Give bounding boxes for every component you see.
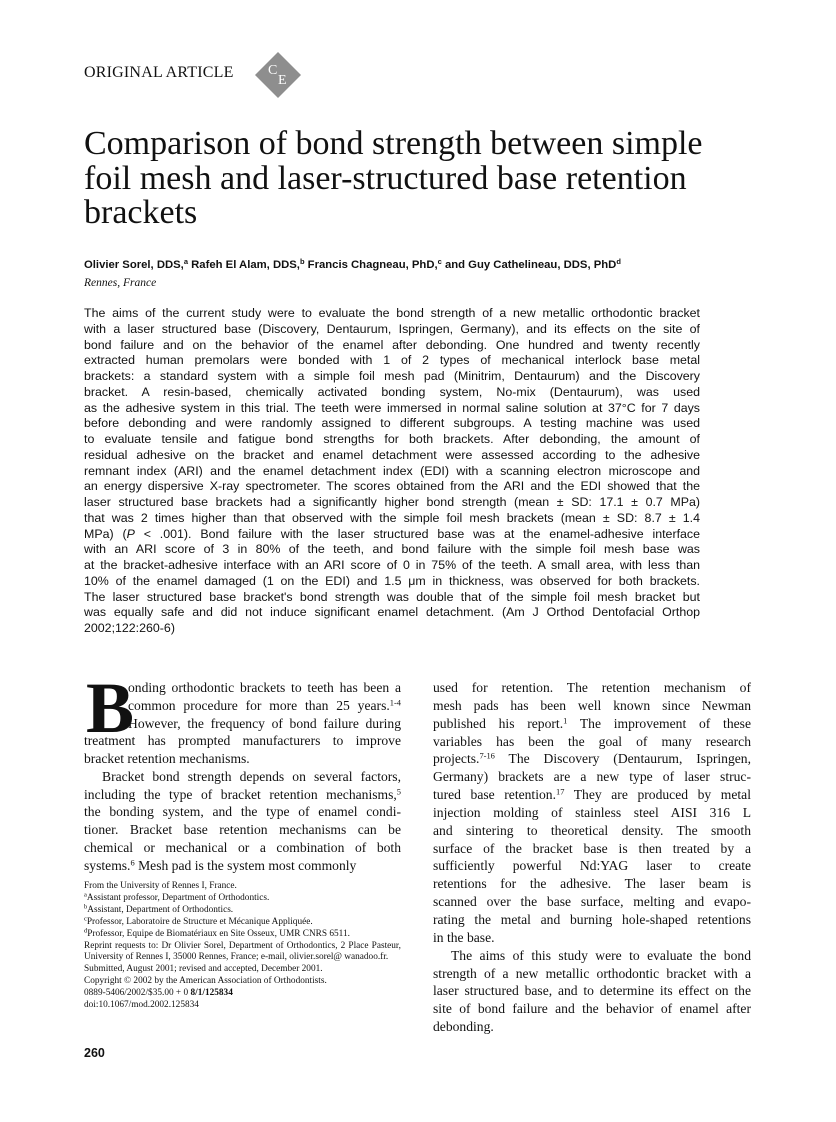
footnote bbox=[84, 964, 401, 976]
text-run: systems. bbox=[84, 857, 131, 873]
text-line bbox=[433, 893, 751, 911]
text-run: common procedure for more than 25 years. bbox=[128, 697, 390, 713]
superscript-ref: b bbox=[299, 256, 305, 266]
text-run: before debonding and were randomly assigned to different subgroups. A testing machine was used bbox=[84, 416, 700, 431]
superscript-ref: d bbox=[84, 927, 88, 935]
text-line bbox=[84, 479, 700, 495]
text-line bbox=[433, 804, 751, 822]
superscript-ref: a bbox=[84, 891, 87, 899]
text-run: rating the metal and burning hole-shaped retentions bbox=[433, 911, 751, 927]
text-line bbox=[433, 822, 751, 840]
text-run: the bonding system, and the type of enamel condi- bbox=[84, 804, 401, 820]
text-line bbox=[84, 322, 700, 338]
text-run: However, the frequency of bond failure during bbox=[128, 715, 401, 731]
text-line bbox=[433, 857, 751, 875]
text-run: Germany) brackets are a new type of laser struc- bbox=[433, 769, 751, 785]
text-run: variables has been the goal of many research bbox=[433, 733, 751, 749]
footnote bbox=[84, 988, 401, 1000]
footnotes bbox=[84, 881, 401, 1012]
title-line: foil mesh and laser-structured base retention bbox=[84, 159, 687, 197]
text-run: scanned over the base surface, melting and evapo- bbox=[433, 894, 751, 910]
text-line bbox=[433, 715, 751, 733]
text-run: was equally safe and did not induce significant enamel detachment. (Am J Orthod Dentofacial Orthop bbox=[84, 605, 700, 620]
text-line bbox=[84, 857, 401, 875]
text-line bbox=[433, 679, 751, 697]
text-run: site of bond failure and the behavior of enamel after bbox=[433, 1001, 751, 1017]
text-line bbox=[84, 590, 700, 606]
text-line bbox=[433, 733, 751, 751]
text-run: and Guy Cathelineau, DDS, PhD bbox=[441, 259, 617, 271]
superscript-ref: c bbox=[437, 256, 442, 266]
text-line bbox=[84, 527, 700, 543]
author-list bbox=[84, 256, 621, 271]
text-run: The Discovery (Dentaurum, Ispringen, bbox=[494, 751, 751, 767]
text-run: chemical or mechanical or a combination of both bbox=[84, 839, 401, 855]
text-run: 0889-5406/2002/$35.00 + 0 bbox=[84, 988, 191, 999]
superscript-ref: b bbox=[84, 903, 88, 911]
text-run: Submitted, August 2001; revised and accepted, December 2001. bbox=[84, 964, 323, 975]
abstract bbox=[84, 306, 700, 637]
author-location: Rennes, France bbox=[84, 277, 157, 289]
text-line bbox=[84, 558, 700, 574]
text-run: residual adhesive on the bracket and enamel detachment were assessed according to the adhesive bbox=[84, 447, 700, 462]
superscript-ref: 6 bbox=[130, 856, 135, 867]
text-run: that was 2 times higher than that observed with the simple foil mesh brackets (mean ± SD: 8.7 ± 1.4 bbox=[84, 510, 700, 525]
text-line bbox=[84, 495, 700, 511]
text-line bbox=[84, 511, 700, 527]
text-run: Rafeh El Alam, DDS, bbox=[188, 259, 300, 271]
text-line bbox=[84, 786, 401, 804]
text-line bbox=[84, 574, 700, 590]
text-line bbox=[84, 821, 401, 839]
text-line bbox=[84, 338, 700, 354]
continuing-education-badge-icon bbox=[255, 52, 301, 98]
text-run: bracket. A resin-based, chemically activated bonding system, No-mix (Dentaurum), was used bbox=[84, 384, 700, 399]
text-run: at the bracket-adhesive interface with an ARI score of 0 in 75% of the teeth. A small area, with less than bbox=[84, 558, 700, 572]
body-column-left bbox=[84, 679, 401, 874]
text-run: with a laser structured base (Discovery, Dentaurum, Ispringen, Germany), and its effects on the site of bbox=[84, 321, 700, 336]
text-run: 8/1/125834 bbox=[190, 988, 233, 999]
text-line bbox=[84, 416, 700, 432]
text-line bbox=[433, 965, 751, 983]
text-line bbox=[433, 786, 751, 804]
text-line bbox=[433, 1000, 751, 1018]
text-line bbox=[84, 542, 700, 558]
text-line bbox=[84, 750, 401, 768]
text-line bbox=[84, 621, 700, 637]
text-run: Assistant, Department of Orthodontics. bbox=[87, 904, 234, 915]
text-run: Copyright © 2002 by the American Association of Orthodontists. bbox=[84, 976, 327, 987]
text-run: Olivier Sorel, DDS, bbox=[84, 259, 184, 271]
text-run: published his report. bbox=[433, 715, 564, 731]
text-line bbox=[84, 839, 401, 857]
superscript-ref: 1-4 bbox=[389, 697, 401, 708]
text-line bbox=[433, 911, 751, 929]
text-run: doi:10.1067/mod.2002.125834 bbox=[84, 1000, 199, 1011]
text-line bbox=[433, 768, 751, 786]
superscript-ref: 17 bbox=[555, 786, 565, 797]
text-line bbox=[433, 697, 751, 715]
text-line bbox=[84, 432, 700, 448]
text-run: bracket retention mechanisms. bbox=[84, 751, 250, 766]
text-run: laser structured base, and to determine its effect on the bbox=[433, 983, 751, 999]
text-line bbox=[84, 697, 401, 715]
svg-text:C: C bbox=[268, 63, 278, 78]
text-run: 10% of the enamel damaged (1 on the EDI) and 1.5 μm in thickness, was observed for both brackets. bbox=[84, 573, 700, 588]
text-line bbox=[84, 401, 700, 417]
text-run: an energy dispersive X-ray spectrometer. The scores obtained from the ARI and the EDI showed that the bbox=[84, 479, 700, 494]
text-run: MPa) ( bbox=[84, 526, 127, 541]
text-line bbox=[433, 982, 751, 1000]
text-run: The aims of the current study were to evaluate the bond strength of a new metallic orthodontic bracket bbox=[84, 306, 700, 320]
article-type-label: ORIGINAL ARTICLE bbox=[84, 64, 234, 81]
body-column-right bbox=[433, 679, 751, 1036]
text-run: laser structured base brackets had a significantly higher bond strength (mean ± SD: 17.1 ± 0.7 MPa) bbox=[84, 495, 700, 509]
text-run: treatment has prompted manufacturers to improve bbox=[84, 733, 401, 749]
text-run: P bbox=[126, 526, 135, 541]
footnote bbox=[84, 941, 401, 965]
text-run: with an ARI score of 3 in 80% of the teeth, and bond failure with the simple foil mesh base was bbox=[84, 542, 700, 557]
text-line bbox=[84, 605, 700, 621]
text-run: bond failure and on the behavior of the enamel after debonding. One hundred and twenty recently bbox=[84, 337, 700, 352]
text-line bbox=[84, 715, 401, 733]
text-run: tured base retention. bbox=[433, 787, 556, 803]
text-run: The improvement of these bbox=[567, 715, 751, 731]
text-line bbox=[84, 369, 700, 385]
text-run: They are produced by metal bbox=[564, 787, 751, 803]
text-run: injection molding of stainless steel AISI 316 L bbox=[433, 804, 751, 820]
text-run: Assistant professor, Department of Orthodontics. bbox=[86, 892, 270, 903]
text-run: to evaluate tensile and fatigue bond strengths for both brackets. After debonding, the amount of bbox=[84, 432, 700, 446]
superscript-ref: 5 bbox=[396, 785, 401, 796]
text-run: Mesh pad is the system most commonly bbox=[134, 857, 357, 873]
text-run: in the base. bbox=[433, 929, 495, 945]
footnote bbox=[84, 905, 401, 917]
text-line bbox=[433, 929, 751, 947]
text-line bbox=[84, 732, 401, 750]
text-run: retentions for the adhesive. The laser beam is bbox=[433, 876, 751, 892]
text-run: onding orthodontic brackets to teeth has been a bbox=[128, 680, 401, 695]
text-line bbox=[433, 947, 751, 965]
text-line bbox=[84, 385, 700, 401]
drop-cap: B bbox=[86, 668, 135, 748]
text-run: Reprint requests to: Dr Olivier Sorel, Department of Orthodontics, 2 Place Pasteur, University of Rennes I, 35000 Rennes, France; e-mail, olivier.sorel@ wanadoo.fr. bbox=[84, 940, 401, 963]
text-run: strength of a new metallic orthodontic bracket with a bbox=[433, 965, 751, 981]
text-run: including the type of bracket retention mechanisms, bbox=[84, 786, 397, 802]
text-run: Professor, Laboratoire de Structure et Mécanique Appliquée. bbox=[86, 916, 313, 927]
text-run: used for retention. The retention mechanism of bbox=[433, 680, 751, 695]
text-run: Bracket bond strength depends on several factors, bbox=[102, 768, 401, 784]
text-line bbox=[84, 353, 700, 369]
superscript-ref: d bbox=[616, 256, 621, 266]
text-run: remnant index (ARI) and the enamel detachment index (EDI) with a scanning electron microscope and bbox=[84, 463, 700, 478]
footnote bbox=[84, 1000, 401, 1012]
superscript-ref: 1 bbox=[563, 715, 568, 726]
footnote bbox=[84, 893, 401, 905]
text-run: projects. bbox=[433, 751, 480, 767]
text-line bbox=[84, 464, 700, 480]
text-run: sufficiently powerful Nd:YAG laser to create bbox=[433, 858, 751, 874]
text-line bbox=[84, 679, 401, 697]
text-line bbox=[84, 803, 401, 821]
text-line bbox=[433, 875, 751, 893]
text-line bbox=[84, 768, 401, 786]
svg-text:E: E bbox=[278, 73, 287, 88]
footnote bbox=[84, 917, 401, 929]
text-run: The laser structured base bracket's bond strength was double that of the simple foil mesh bracket but bbox=[84, 589, 700, 604]
superscript-ref: 7-16 bbox=[479, 750, 495, 761]
text-run: as the adhesive system in this trial. The teeth were immersed in normal saline solution at 37°C for 7 days bbox=[84, 400, 700, 415]
text-run: From the University of Rennes I, France. bbox=[84, 881, 237, 891]
title-line: Comparison of bond strength between simple bbox=[84, 125, 703, 162]
text-run: The aims of this study were to evaluate the bond bbox=[451, 947, 751, 963]
text-run: 2002;122:260-6) bbox=[84, 621, 175, 635]
title-line: brackets bbox=[84, 194, 198, 231]
text-run: Professor, Equipe de Biomatériaux en Site Osseux, UMR CNRS 6511. bbox=[87, 928, 350, 939]
superscript-ref: c bbox=[84, 915, 87, 923]
text-run: and sintering to theoretical density. The smooth bbox=[433, 822, 751, 838]
text-run: tioner. Bracket base retention mechanisms can be bbox=[84, 822, 401, 837]
footnote bbox=[84, 976, 401, 988]
page-number: 260 bbox=[84, 1046, 105, 1060]
text-line bbox=[433, 750, 751, 768]
text-line bbox=[433, 1018, 751, 1036]
superscript-ref: a bbox=[183, 256, 188, 266]
text-line bbox=[433, 840, 751, 858]
footnote bbox=[84, 881, 401, 893]
text-run: Francis Chagneau, PhD, bbox=[304, 259, 438, 271]
text-run: surface of the bracket base is then treated by a bbox=[433, 840, 751, 856]
text-run: extracted human premolars were bonded with 1 of 2 types of mechanical interlock base metal bbox=[84, 353, 700, 368]
text-run: < .001). Bond failure with the laser structured base was at the enamel-adhesive interface bbox=[134, 526, 700, 541]
text-run: brackets: a standard system with a simple foil mesh pad (Minitrim, Dentaurum) and the Discovery bbox=[84, 369, 700, 383]
text-run: mesh pads has been well known since Newman bbox=[433, 697, 751, 713]
text-run: debonding. bbox=[433, 1019, 494, 1035]
text-line bbox=[84, 448, 700, 464]
article-title bbox=[84, 127, 784, 231]
text-line bbox=[84, 306, 700, 322]
footnote bbox=[84, 929, 401, 941]
